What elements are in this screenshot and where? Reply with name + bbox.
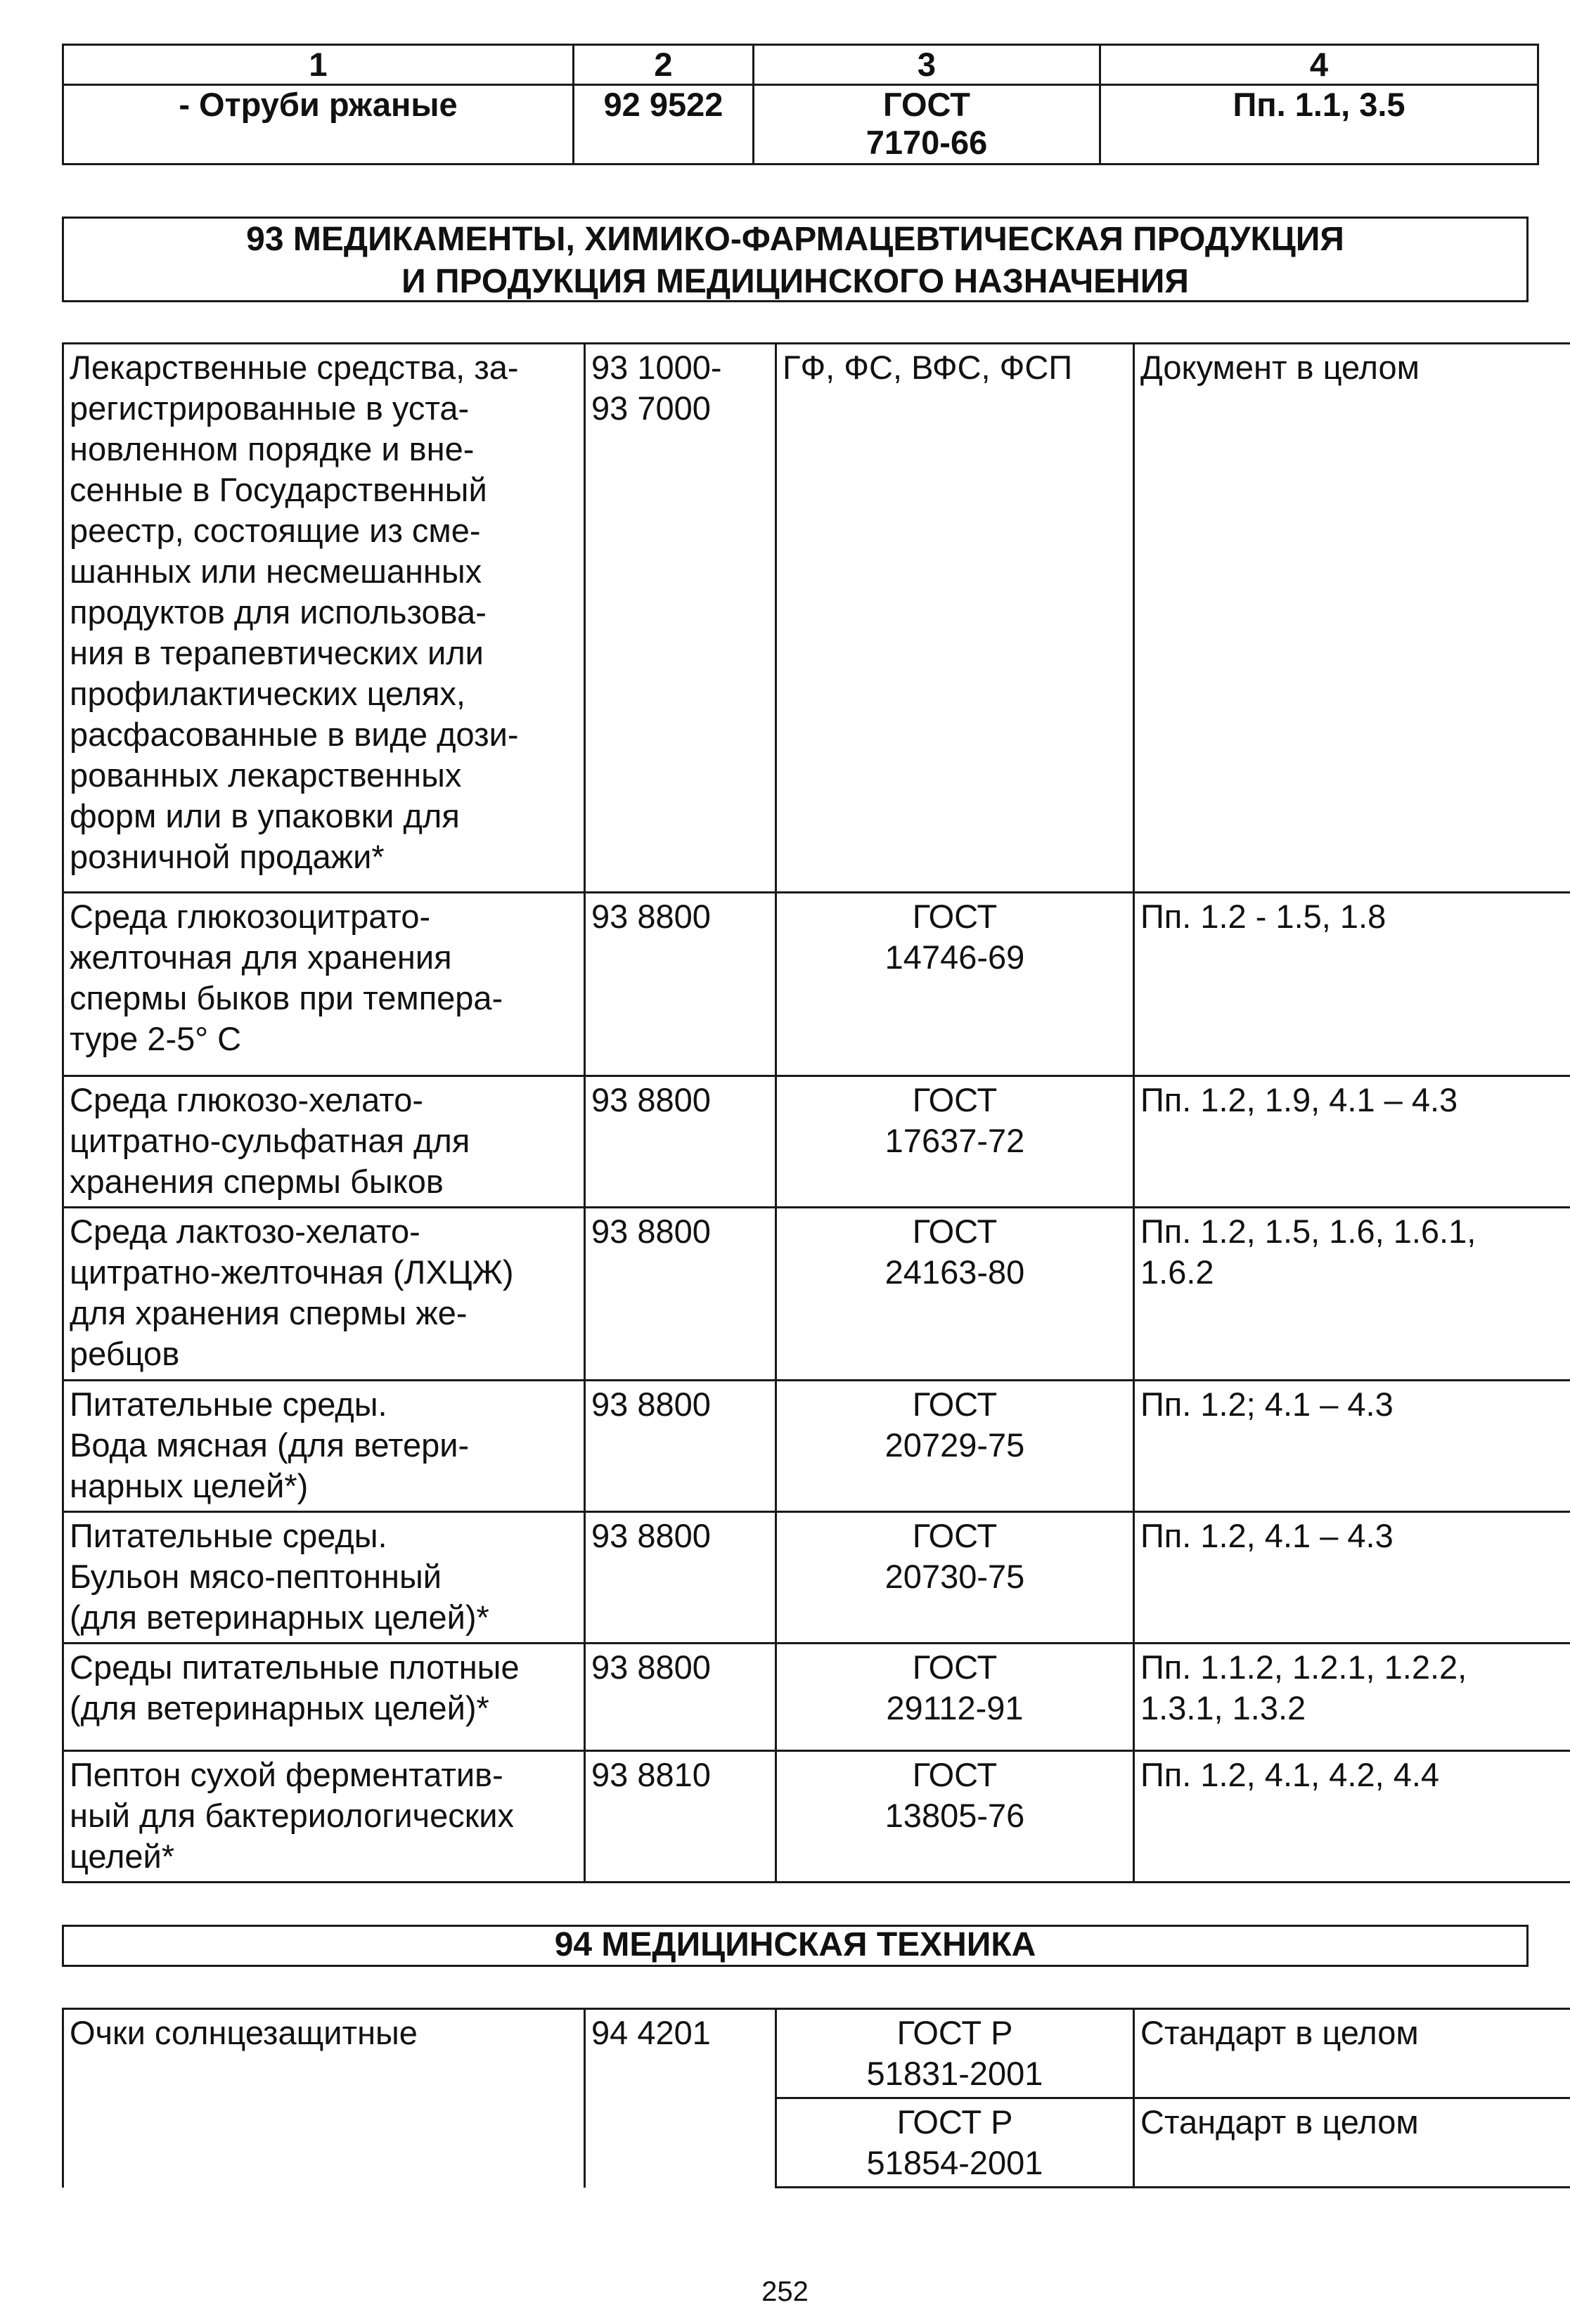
normative-document: ГОСТ 20729-75 [776,1381,1134,1512]
document-clauses: Пп. 1.2, 1.5, 1.6, 1.6.1, 1.6.2 [1134,1208,1570,1381]
document-clauses: Пп. 1.2, 4.1 – 4.3 [1134,1512,1570,1644]
document-clauses: Стандарт в целом [1134,2009,1570,2098]
column-header-3: 3 [754,45,1100,85]
table-row [63,1644,1570,1751]
table-row [63,1208,1570,1381]
normative-document: ГОСТ 24163-80 [776,1208,1134,1381]
section-heading-line: 93 МЕДИКАМЕНТЫ, ХИМИКО-ФАРМАЦЕВТИЧЕСКАЯ ПРОДУКЦИЯ [246,221,1344,258]
column-header-table [62,44,1539,165]
product-code: 93 8800 [585,1381,776,1512]
table-row [63,85,1538,164]
column-header-1: 1 [63,45,574,85]
section-heading-94 [62,1925,1529,1967]
product-name: Питательные среды. Вода мясная (для ветери- нарных целей*) [63,1381,585,1512]
product-name: Среда глюкозоцитрато- желточная для хранения спермы быков при темпера- туре 2-5° С [63,893,585,1076]
document-clauses: Стандарт в целом [1134,2098,1570,2188]
section-94-table [62,2008,1570,2188]
column-header-4: 4 [1100,45,1538,85]
product-code: 93 8800 [585,1644,776,1751]
product-name: Пептон сухой ферментатив- ный для бактериологических целей* [63,1751,585,1883]
product-name: Лекарственные средства, за- регистрированные в уста- новленном порядке и вне- сенные в Государственный реестр, состоящие из сме- шанных или несмешанных продуктов для использова- ния в терапевтических или профилактических целях, расфасованные в виде дози- рованных лекарственных форм или в упаковки для розничной продажи* [63,344,585,893]
normative-document: ГОСТ 29112-91 [776,1644,1134,1751]
product-code: 92 9522 [574,85,754,164]
product-code: 93 8800 [585,1512,776,1644]
product-name: Среды питательные плотные (для ветеринарных целей)* [63,1644,585,1751]
normative-document: ГОСТ 17637-72 [776,1076,1134,1208]
normative-document: ГОСТ 20730-75 [776,1512,1134,1644]
section-heading-line: 94 МЕДИЦИНСКАЯ ТЕХНИКА [554,1926,1036,1963]
section-93-table [62,342,1570,1883]
normative-document: ГОСТ 7170-66 [754,85,1100,164]
product-name: Питательные среды. Бульон мясо-пептонный (для ветеринарных целей)* [63,1512,585,1644]
product-name: Среда лактозо-хелато- цитратно-желточная (ЛХЦЖ) для хранения спермы же- ребцов [63,1208,585,1381]
table-row [63,1512,1570,1644]
document-clauses: Пп. 1.2, 4.1, 4.2, 4.4 [1134,1751,1570,1883]
page-number: 252 [761,2276,809,2307]
normative-document: ГОСТ Р 51854-2001 [776,2098,1134,2188]
document-clauses: Пп. 1.2, 1.9, 4.1 – 4.3 [1134,1076,1570,1208]
normative-document: ГОСТ 14746-69 [776,893,1134,1076]
document-clauses: Пп. 1.1, 3.5 [1100,85,1538,164]
section-heading-93 [62,217,1529,302]
product-code: 93 8800 [585,1076,776,1208]
document-clauses: Пп. 1.1.2, 1.2.1, 1.2.2, 1.3.1, 1.3.2 [1134,1644,1570,1751]
product-name: - Отруби ржаные [63,85,574,164]
table-row [63,1751,1570,1883]
table-row [63,1076,1570,1208]
table-row [63,2009,1570,2098]
product-code: 93 1000- 93 7000 [585,344,776,893]
table-row [63,344,1570,893]
normative-document: ГОСТ 13805-76 [776,1751,1134,1883]
document-clauses: Пп. 1.2; 4.1 – 4.3 [1134,1381,1570,1512]
normative-document: ГОСТ Р 51831-2001 [776,2009,1134,2098]
product-code: 94 4201 [585,2009,776,2188]
product-name: Очки солнцезащитные [63,2009,585,2188]
document-clauses: Документ в целом [1134,344,1570,893]
column-header-row [63,45,1538,85]
section-heading-line: И ПРОДУКЦИЯ МЕДИЦИНСКОГО НАЗНАЧЕНИЯ [401,263,1189,300]
normative-document: ГФ, ФС, ВФС, ФСП [776,344,1134,893]
product-code: 93 8800 [585,1208,776,1381]
product-code: 93 8800 [585,893,776,1076]
table-row [63,1381,1570,1512]
product-code: 93 8810 [585,1751,776,1883]
document-clauses: Пп. 1.2 - 1.5, 1.8 [1134,893,1570,1076]
table-row [63,893,1570,1076]
column-header-2: 2 [574,45,754,85]
product-name: Среда глюкозо-хелато- цитратно-сульфатная для хранения спермы быков [63,1076,585,1208]
